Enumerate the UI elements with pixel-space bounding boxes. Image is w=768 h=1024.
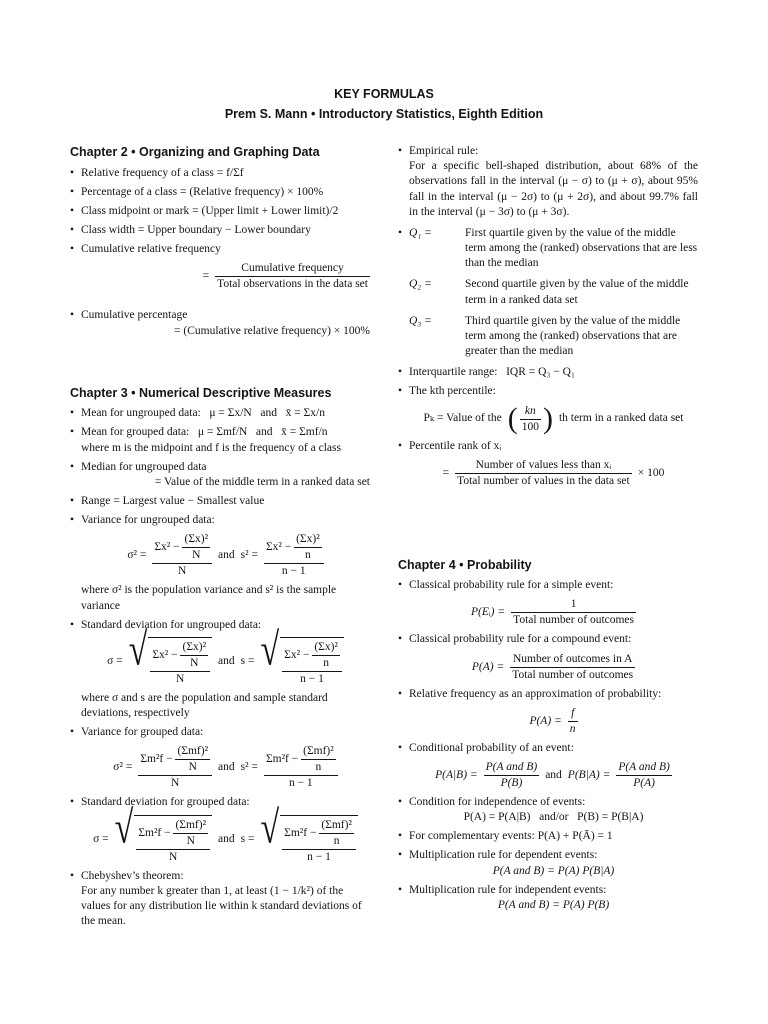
q2-label: Q₂ = [409, 278, 432, 291]
fraction [264, 744, 338, 791]
percentile-rank-label: Percentile rank of xᵢ [409, 439, 502, 452]
fraction [282, 640, 342, 687]
list-item: • Cumulative relative frequency = $\frac{\text{Cumulative frequency}}{\text{Total observations in the data set}}$ [70, 243, 368, 291]
p-a-symbol: P(A) = [529, 714, 562, 727]
fraction [319, 818, 354, 849]
independence-label: Condition for independence of events: [409, 795, 586, 808]
empirical-rule-label: Empirical rule: [409, 145, 479, 157]
list-item: • Condition for independence of events: P(A) = P(A|B) and/or P(B) = P(B|A) [398, 795, 698, 825]
fraction [282, 818, 356, 865]
list-item: • Mean for grouped data: μ = Σmf/N and x̄ = Σmf/n where m is the midpoint and f is the frequency of a class [70, 425, 370, 455]
median-label: Median for ungrouped data [81, 460, 207, 473]
list-item: • Class midpoint or mark = (Upper limit + Lower limit)/2 [70, 204, 339, 217]
denominator: n [569, 722, 576, 735]
fraction [301, 744, 336, 775]
class-width-formula: Class width = Upper boundary − Lower boundary [81, 224, 311, 237]
and-word: and [218, 655, 235, 668]
numerator [264, 744, 338, 776]
fraction [520, 404, 541, 435]
radical-sign: √ [128, 625, 148, 676]
sd-grouped-label: Standard deviation for grouped data: [81, 796, 250, 809]
multiplication-dependent-label: Multiplication rule for dependent events: [409, 849, 598, 862]
fraction [455, 458, 632, 489]
s-squared-symbol: s² = [240, 549, 258, 562]
list-item: • Class width = Upper boundary − Lower boundary [70, 224, 311, 237]
denominator: n − 1 [307, 850, 331, 863]
classical-compound-formula [409, 652, 698, 683]
list-item: • Standard deviation for grouped data: σ = √ Σm²f − $\frac{\text{(Σmf)²}}{N}$ N and s = √ Σm²f − $\frac{\text{(Σmf)²}}{n}$ n − 1 [70, 795, 370, 864]
conditional-probability-label: Conditional probability of an event: [409, 741, 574, 754]
chebyshev-label: Chebyshev’s theorem: [81, 869, 184, 882]
q3-text: Third quartile given by the value of the middle term among the (ranked) observations that are greater than the median [465, 314, 681, 358]
variance-ungrouped-formula [81, 532, 370, 579]
denominator: P(A) [633, 776, 655, 789]
numerator: f [568, 706, 578, 722]
fraction [180, 640, 208, 671]
list-item: • Multiplication rule for independent events: P(A and B) = P(A) P(B) [398, 883, 698, 913]
iqr-formula: Interquartile range: IQR = Q₃ − Q₁ [409, 366, 575, 379]
fraction [312, 640, 340, 671]
page-subtitle: Prem S. Mann • Introductory Statistics, Eighth Edition [224, 107, 544, 121]
radical [128, 625, 212, 687]
list-item: • Range = Largest value − Smallest value [70, 495, 265, 508]
list-item: • Chebyshev’s theorem: For any number k greater than 1, at least (1 − 1/k²) of the values for any distribution lie within k standard deviations of the mean. [70, 869, 370, 930]
list-item: • Relative frequency as an approximation of probability: P(A) = $\frac{f}{n}$ [398, 687, 698, 737]
numerator [282, 640, 342, 672]
page-header [0, 84, 768, 124]
numerator: (Σmf)² [319, 818, 354, 834]
left-column [70, 140, 370, 933]
sigma-squared-symbol: σ² = [127, 549, 147, 562]
denominator: n − 1 [288, 777, 313, 790]
radicand [134, 815, 212, 865]
sum-term: Σm²f − [265, 753, 299, 766]
sd-ungrouped-label: Standard deviation for ungrouped data: [81, 618, 262, 631]
list-item: • Interquartile range: IQR = Q₃ − Q₁ [398, 366, 575, 379]
radical-sign: √ [114, 803, 134, 854]
relative-frequency-approx-formula [409, 706, 698, 737]
fraction [150, 640, 210, 687]
cumulative-percentage-label: Cumulative percentage [81, 309, 188, 322]
list-item: • For complementary events: P(A) + P(Ā) = 1 [398, 830, 613, 843]
numerator [136, 818, 210, 850]
numerator: 1 [511, 597, 636, 613]
list-item: • Multiplication rule for dependent events: P(A and B) = P(A) P(B|A) [398, 848, 698, 878]
chapter-4-heading: Chapter 4 • Probability [398, 557, 532, 572]
sum-term: Σx² − [154, 541, 180, 554]
denominator: N [178, 565, 187, 578]
classical-simple-formula [409, 597, 698, 628]
left-paren: ( [507, 402, 518, 436]
range-formula: Range = Largest value − Smallest value [81, 495, 265, 508]
q3-label: Q₃ = [409, 314, 432, 327]
sd-ungrouped-note: where σ and s are the population and sample standard deviations, respectively [81, 691, 328, 720]
sigma-symbol: σ = [107, 655, 123, 668]
sum-term: Σx² − [265, 541, 292, 554]
cumulative-relative-frequency-formula: = $\frac{\text{Cumulative frequency}}{\text{Total observations in the data set}}$ [202, 262, 368, 291]
numerator [282, 818, 356, 850]
list-item: • Percentage of a class = (Relative frequency) × 100% [70, 185, 324, 198]
list-item: • Classical probability rule for a simple event: P(Eᵢ) = $\frac{1}{\text{Total number of outcomes}}$ [398, 578, 698, 628]
list-item: • Empirical rule: For a specific bell-shaped distribution, about 68% of the observations fall in the interval (μ − σ) to (μ + σ), about 95% fall in the interval (μ − 2σ) to (μ + 2σ), and about 99.7% fall in the interval (μ − 3σ) to (μ + 3σ). [398, 144, 698, 220]
denominator: N [188, 761, 197, 774]
denominator: P(B) [500, 776, 523, 789]
s-symbol: s = [240, 655, 255, 668]
radical [260, 803, 358, 865]
numerator: (Σx)² [312, 640, 340, 656]
q1-label: Q₁ = [409, 226, 432, 239]
q2-text: Second quartile given by the value of the middle term in a ranked data set [465, 278, 689, 306]
classical-compound-label: Classical probability rule for a compound event: [409, 633, 632, 646]
numerator [152, 532, 212, 564]
list-item: • Standard deviation for ungrouped data: σ = √ Σx² − $\frac{\text{(Σx)²}}{N}$ N and s = √ Σx² − $\frac{\text{(Σx)²}}{n}$ n − 1 where σ and s are the population and sample standard deviations, respectively [70, 618, 370, 722]
numerator: (Σmf)² [301, 744, 336, 760]
p-ei-symbol: P(Eᵢ) = [470, 606, 506, 619]
fraction [136, 818, 210, 865]
denominator: N [171, 777, 180, 790]
denominator: n [333, 834, 340, 847]
denominator: n − 1 [300, 672, 324, 685]
numerator: (Σx)² [180, 640, 208, 656]
fraction [215, 261, 370, 292]
p-a-symbol: P(A) = [471, 660, 505, 673]
list-item: • Cumulative percentage = (Cumulative relative frequency) × 100% [70, 308, 370, 338]
fraction [511, 597, 636, 628]
numerator: P(A and B) [484, 760, 540, 776]
kth-percentile-label: The kth percentile: [409, 385, 496, 398]
and-word: and [218, 761, 235, 774]
numerator: P(A and B) [616, 760, 672, 776]
mean-grouped-note: where m is the midpoint and f is the frequency of a class [81, 441, 341, 454]
radicand [148, 637, 212, 687]
fraction [138, 744, 212, 791]
and-word: and [545, 768, 562, 781]
denominator: Total number of values in the data set [457, 474, 630, 487]
numerator: (Σmf)² [175, 744, 210, 760]
percentage-formula: Percentage of a class = (Relative frequency) × 100% [81, 185, 324, 198]
sum-term: Σm²f − [284, 826, 317, 839]
chapter-3-heading: Chapter 3 • Numerical Descriptive Measures [70, 385, 332, 400]
q2-definition [409, 277, 698, 307]
chapter-2-heading: Chapter 2 • Organizing and Graphing Data [70, 145, 320, 159]
numerator: Number of values less than xᵢ [455, 458, 632, 474]
classical-simple-label: Classical probability rule for a simple event: [409, 579, 614, 592]
list-item: • Variance for ungrouped data: σ² = Σx² − $\frac{\text{(Σx)²}}{N}$ N and s² = Σx² − $\frac{\text{(Σx)²}}{n}$ n − 1 where σ² is the population variance and s² is the sample variance [70, 513, 370, 614]
sum-term: Σx² − [284, 649, 310, 662]
denominator: Total number of outcomes [513, 614, 635, 627]
variance-ungrouped-label: Variance for ungrouped data: [81, 514, 215, 527]
radical [114, 803, 212, 865]
fraction [484, 760, 540, 791]
denominator: Total number of outcomes [512, 668, 634, 681]
list-item: • Conditional probability of an event: P(A|B) = $\frac{\text{P(A and B)}}{P(B)}$ and P(B|A) = $\frac{\text{P(A and B)}}{P(A)}$ [398, 741, 698, 791]
relative-frequency-approx-label: Relative frequency as an approximation of probability: [409, 687, 662, 700]
independence-formula: P(A) = P(A|B) and/or P(B) = P(B|A) [463, 811, 644, 824]
sum-term: Σm²f − [138, 826, 171, 839]
sum-term: Σx² − [152, 649, 178, 662]
cumulative-relative-frequency-label: Cumulative relative frequency [81, 243, 221, 256]
numerator: (Σx)² [294, 532, 322, 548]
list-item: • Classical probability rule for a compound event: P(A) = $\frac{\text{Number of outcomes in A}}{\text{Total number of outcomes}}$ [398, 632, 698, 682]
fraction [173, 818, 208, 849]
multiplication-independent-formula: P(A and B) = P(A) P(B) [497, 898, 610, 911]
complementary-events-formula: For complementary events: P(A) + P(Ā) = 1 [409, 830, 613, 843]
right-column [398, 144, 698, 917]
list-item: • Percentile rank of xᵢ = $\frac{\text{Number of values less than xᵢ}}{\text{Total number of values in the data set}}$ × 100 [398, 439, 698, 489]
sigma-squared-symbol: σ² = [113, 761, 133, 774]
radicand [280, 815, 358, 865]
list-item: • The kth percentile: Pₖ = Value of the ( $\frac{kn}{100}$ ) th term in a ranked data set [398, 384, 698, 434]
s-squared-symbol: s² = [240, 761, 258, 774]
pk-left-text: Pₖ = Value of the [423, 412, 502, 425]
numerator: kn [520, 404, 541, 420]
denominator: N [186, 834, 195, 847]
numerator [264, 532, 324, 564]
relative-frequency-formula: Relative frequency of a class = f/Σf [81, 166, 244, 179]
list-item: • Median for ungrouped data = Value of the middle term in a ranked data set [70, 460, 370, 490]
mean-grouped-formula: Mean for grouped data: μ = Σmf/N and x̄ = Σmf/n [81, 426, 328, 439]
times-100: × 100 [637, 466, 665, 479]
denominator: N [169, 850, 178, 863]
numerator [138, 744, 212, 776]
variance-grouped-label: Variance for grouped data: [81, 726, 204, 739]
sigma-symbol: σ = [93, 833, 109, 846]
list-item: • Q₁ = First quartile given by the value of the middle term among the (ranked) observations that are less than the median Q₂ = Second quartile given by the value of the middle term in a ranked data set Q₃ = Third quartile given by the value of the middle term among the (ranked) observations that are greater than the median [398, 226, 698, 359]
q3-definition [409, 314, 698, 360]
mean-ungrouped-formula: Mean for ungrouped data: μ = Σx/N and x̄ = Σx/n [81, 407, 325, 420]
sd-grouped-formula [81, 803, 370, 865]
variance-grouped-formula [81, 744, 370, 791]
denominator: n − 1 [281, 565, 306, 578]
numerator: Number of outcomes in A [510, 652, 635, 668]
variance-ungrouped-note: where σ² is the population variance and s² is the sample variance [81, 584, 337, 612]
list-item: • Relative frequency of a class = f/Σf [70, 166, 244, 179]
empirical-rule-text: For a specific bell-shaped distribution, about 68% of the observations fall in the interval (μ − σ) to (μ + σ), about 95% fall in the interval (μ − 2σ) to (μ + 2σ), and about 99.7% fall in the interval (μ − 3σ) to (μ + 3σ). [409, 160, 698, 218]
fraction [616, 760, 672, 791]
fraction [264, 532, 324, 579]
denominator: N [190, 656, 199, 669]
page-title: KEY FORMULAS [334, 87, 434, 101]
and-word: and [218, 549, 235, 562]
fraction [510, 652, 635, 683]
q1-definition [409, 226, 698, 272]
class-midpoint-formula: Class midpoint or mark = (Upper limit + Lower limit)/2 [81, 204, 339, 217]
multiplication-dependent-formula: P(A and B) = P(A) P(B|A) [492, 864, 615, 877]
radicand [280, 637, 344, 687]
numerator: Cumulative frequency [215, 261, 370, 277]
fraction [175, 744, 210, 775]
fraction [152, 532, 212, 579]
radical-sign: √ [260, 803, 280, 854]
fraction [294, 532, 322, 563]
denominator: N [192, 549, 201, 562]
median-formula: = Value of the middle term in a ranked data set [154, 475, 370, 488]
conditional-probability-formula [409, 760, 698, 791]
q1-text: First quartile given by the value of the middle term among the (ranked) observations that are less than the median [465, 226, 698, 270]
right-paren: ) [542, 402, 553, 436]
and-word: and [218, 833, 235, 846]
list-item: • Mean for ungrouped data: μ = Σx/N and x̄ = Σx/n [70, 407, 325, 420]
denominator: n [323, 656, 329, 669]
cumulative-percentage-formula: = (Cumulative relative frequency) × 100% [174, 324, 370, 337]
p-b-given-a-symbol: P(B|A) = [567, 768, 611, 781]
radical [260, 625, 344, 687]
denominator: n [305, 549, 311, 562]
numerator: (Σmf)² [173, 818, 208, 834]
denominator: Total observations in the data set [217, 278, 368, 291]
p-a-given-b-symbol: P(A|B) = [435, 768, 478, 781]
percentile-rank-formula: = $\frac{\text{Number of values less than xᵢ}}{\text{Total number of values in the data set}}$ × 100 [442, 458, 665, 487]
kth-percentile-formula [409, 404, 698, 435]
numerator [150, 640, 210, 672]
multiplication-independent-label: Multiplication rule for independent events: [409, 883, 607, 896]
list-item: • Variance for grouped data: σ² = Σm²f − $\frac{\text{(Σmf)²}}{N}$ N and s² = Σm²f − $\frac{\text{(Σmf)²}}{n}$ n − 1 [70, 725, 370, 791]
numerator: (Σx)² [182, 532, 210, 548]
denominator: 100 [521, 420, 539, 433]
fraction [568, 706, 578, 737]
pk-right-text: th term in a ranked data set [558, 412, 684, 425]
chebyshev-text: For any number k greater than 1, at least (1 − 1/k²) of the values for any distribution lie within k standard deviations of the mean. [81, 884, 362, 928]
sum-term: Σm²f − [140, 753, 173, 766]
s-symbol: s = [240, 833, 255, 846]
denominator: n [315, 761, 322, 774]
denominator: N [176, 672, 185, 685]
radical-sign: √ [260, 625, 280, 676]
fraction [182, 532, 210, 563]
